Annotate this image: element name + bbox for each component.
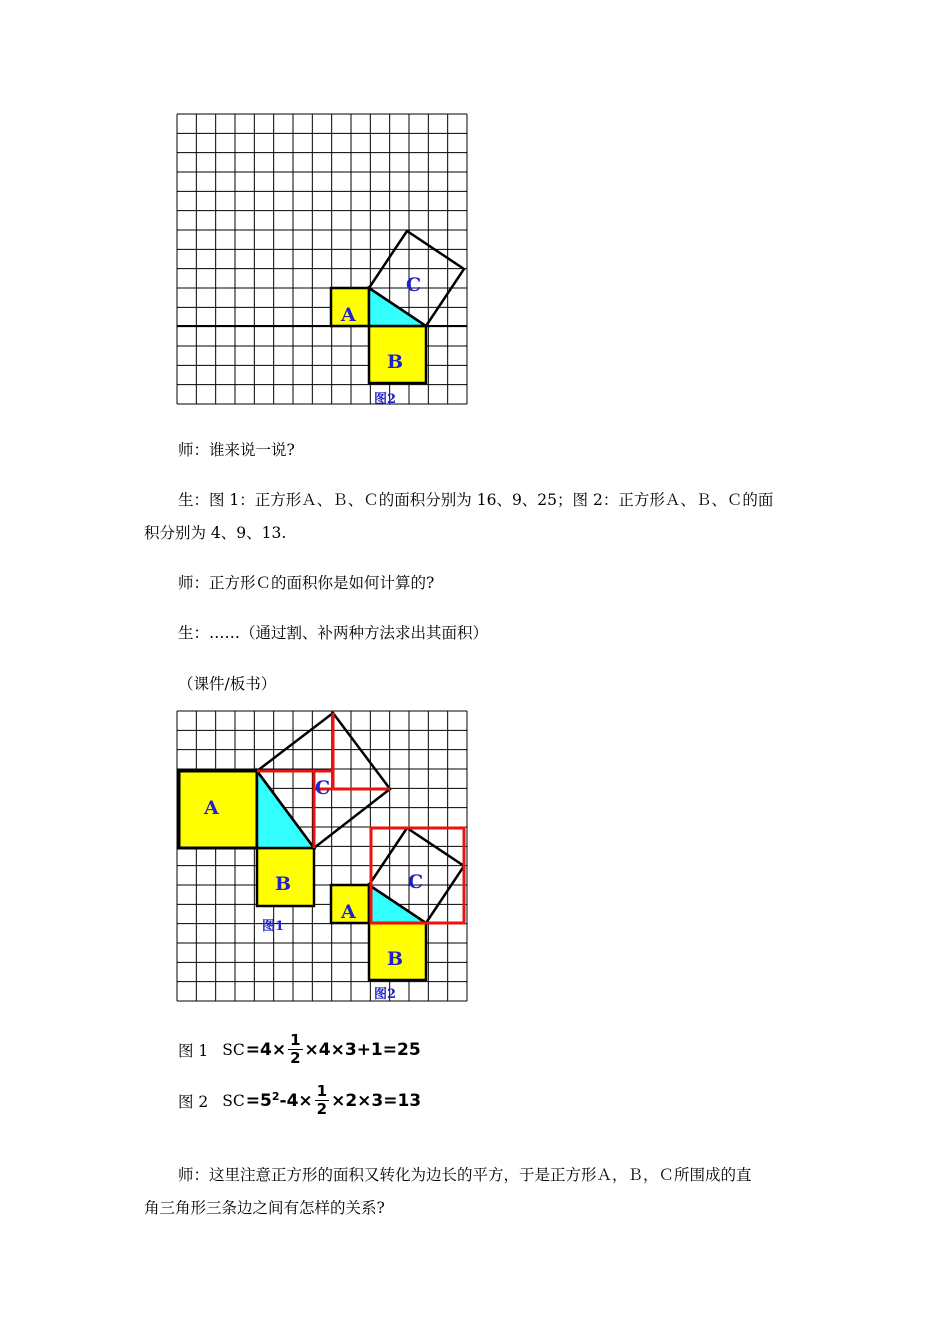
label-b: B bbox=[387, 351, 404, 373]
fig2-label-b: B bbox=[387, 948, 404, 970]
formula-sc: SC bbox=[222, 1040, 245, 1059]
fraction-numerator: 1 bbox=[316, 1082, 328, 1100]
dialogue-teacher-3-line1: 师：这里注意正方形的面积又转化为边长的平方，于是正方形Ａ，Ｂ，Ｃ所围成的直 bbox=[178, 1166, 752, 1184]
fig1-label-a: A bbox=[204, 797, 219, 819]
formula-fig2 bbox=[178, 1084, 421, 1117]
fig2-label-c: C bbox=[408, 871, 424, 893]
dialogue-teacher-1: 师：谁来说一说? bbox=[178, 441, 295, 459]
fraction-numerator: 1 bbox=[290, 1031, 301, 1049]
label-c: C bbox=[406, 274, 422, 296]
dialogue-student-1-line1: 生：图 1：正方形Ａ、Ｂ、Ｃ的面积分别为 16、9、25；图 2：正方形Ａ、Ｂ、Ｃ的面 bbox=[178, 491, 774, 509]
formula-fig1 bbox=[178, 1033, 421, 1066]
fraction-denominator: 2 bbox=[290, 1049, 301, 1067]
formula-part: ×2×3=13 bbox=[331, 1090, 422, 1111]
dialogue-student-2: 生：……（通过割、补两种方法求出其面积） bbox=[178, 624, 489, 642]
dialogue-student-1-line2: 积分别为 4、9、13. bbox=[144, 524, 287, 542]
dialogue-teacher-2: 师：正方形Ｃ的面积你是如何计算的? bbox=[178, 574, 435, 592]
formula-expression bbox=[246, 1084, 421, 1117]
figure-caption: 图2 bbox=[374, 392, 397, 407]
fig2-label-a: A bbox=[341, 901, 356, 923]
formula-part: ×4×3+1=25 bbox=[304, 1039, 421, 1060]
formula-label: 图 1 bbox=[178, 1041, 209, 1060]
fig1-label-c: C bbox=[315, 777, 331, 799]
formula-part: -4× bbox=[279, 1090, 313, 1111]
figure-1-2-grid-bottom bbox=[176, 710, 468, 1002]
label-a: A bbox=[341, 304, 356, 326]
formula-exponent: 2 bbox=[271, 1090, 280, 1103]
dialogue-teacher-3-line2: 角三角形三条边之间有怎样的关系? bbox=[144, 1199, 385, 1217]
formula-part: =5 bbox=[245, 1090, 272, 1111]
formula-expression bbox=[246, 1033, 421, 1066]
formula-part: =4× bbox=[245, 1039, 287, 1060]
fraction-denominator: 2 bbox=[316, 1100, 328, 1118]
figure-2-grid-top bbox=[176, 113, 468, 407]
fig1-caption: 图1 bbox=[262, 919, 285, 934]
fraction-half bbox=[315, 1084, 329, 1117]
fig1-label-b: B bbox=[275, 873, 292, 895]
fig2-caption: 图2 bbox=[374, 987, 397, 1002]
courseware-note: （课件/板书） bbox=[178, 675, 277, 693]
formula-label: 图 2 bbox=[178, 1092, 209, 1111]
fraction-half bbox=[288, 1033, 302, 1066]
formula-sc: SC bbox=[222, 1091, 245, 1110]
